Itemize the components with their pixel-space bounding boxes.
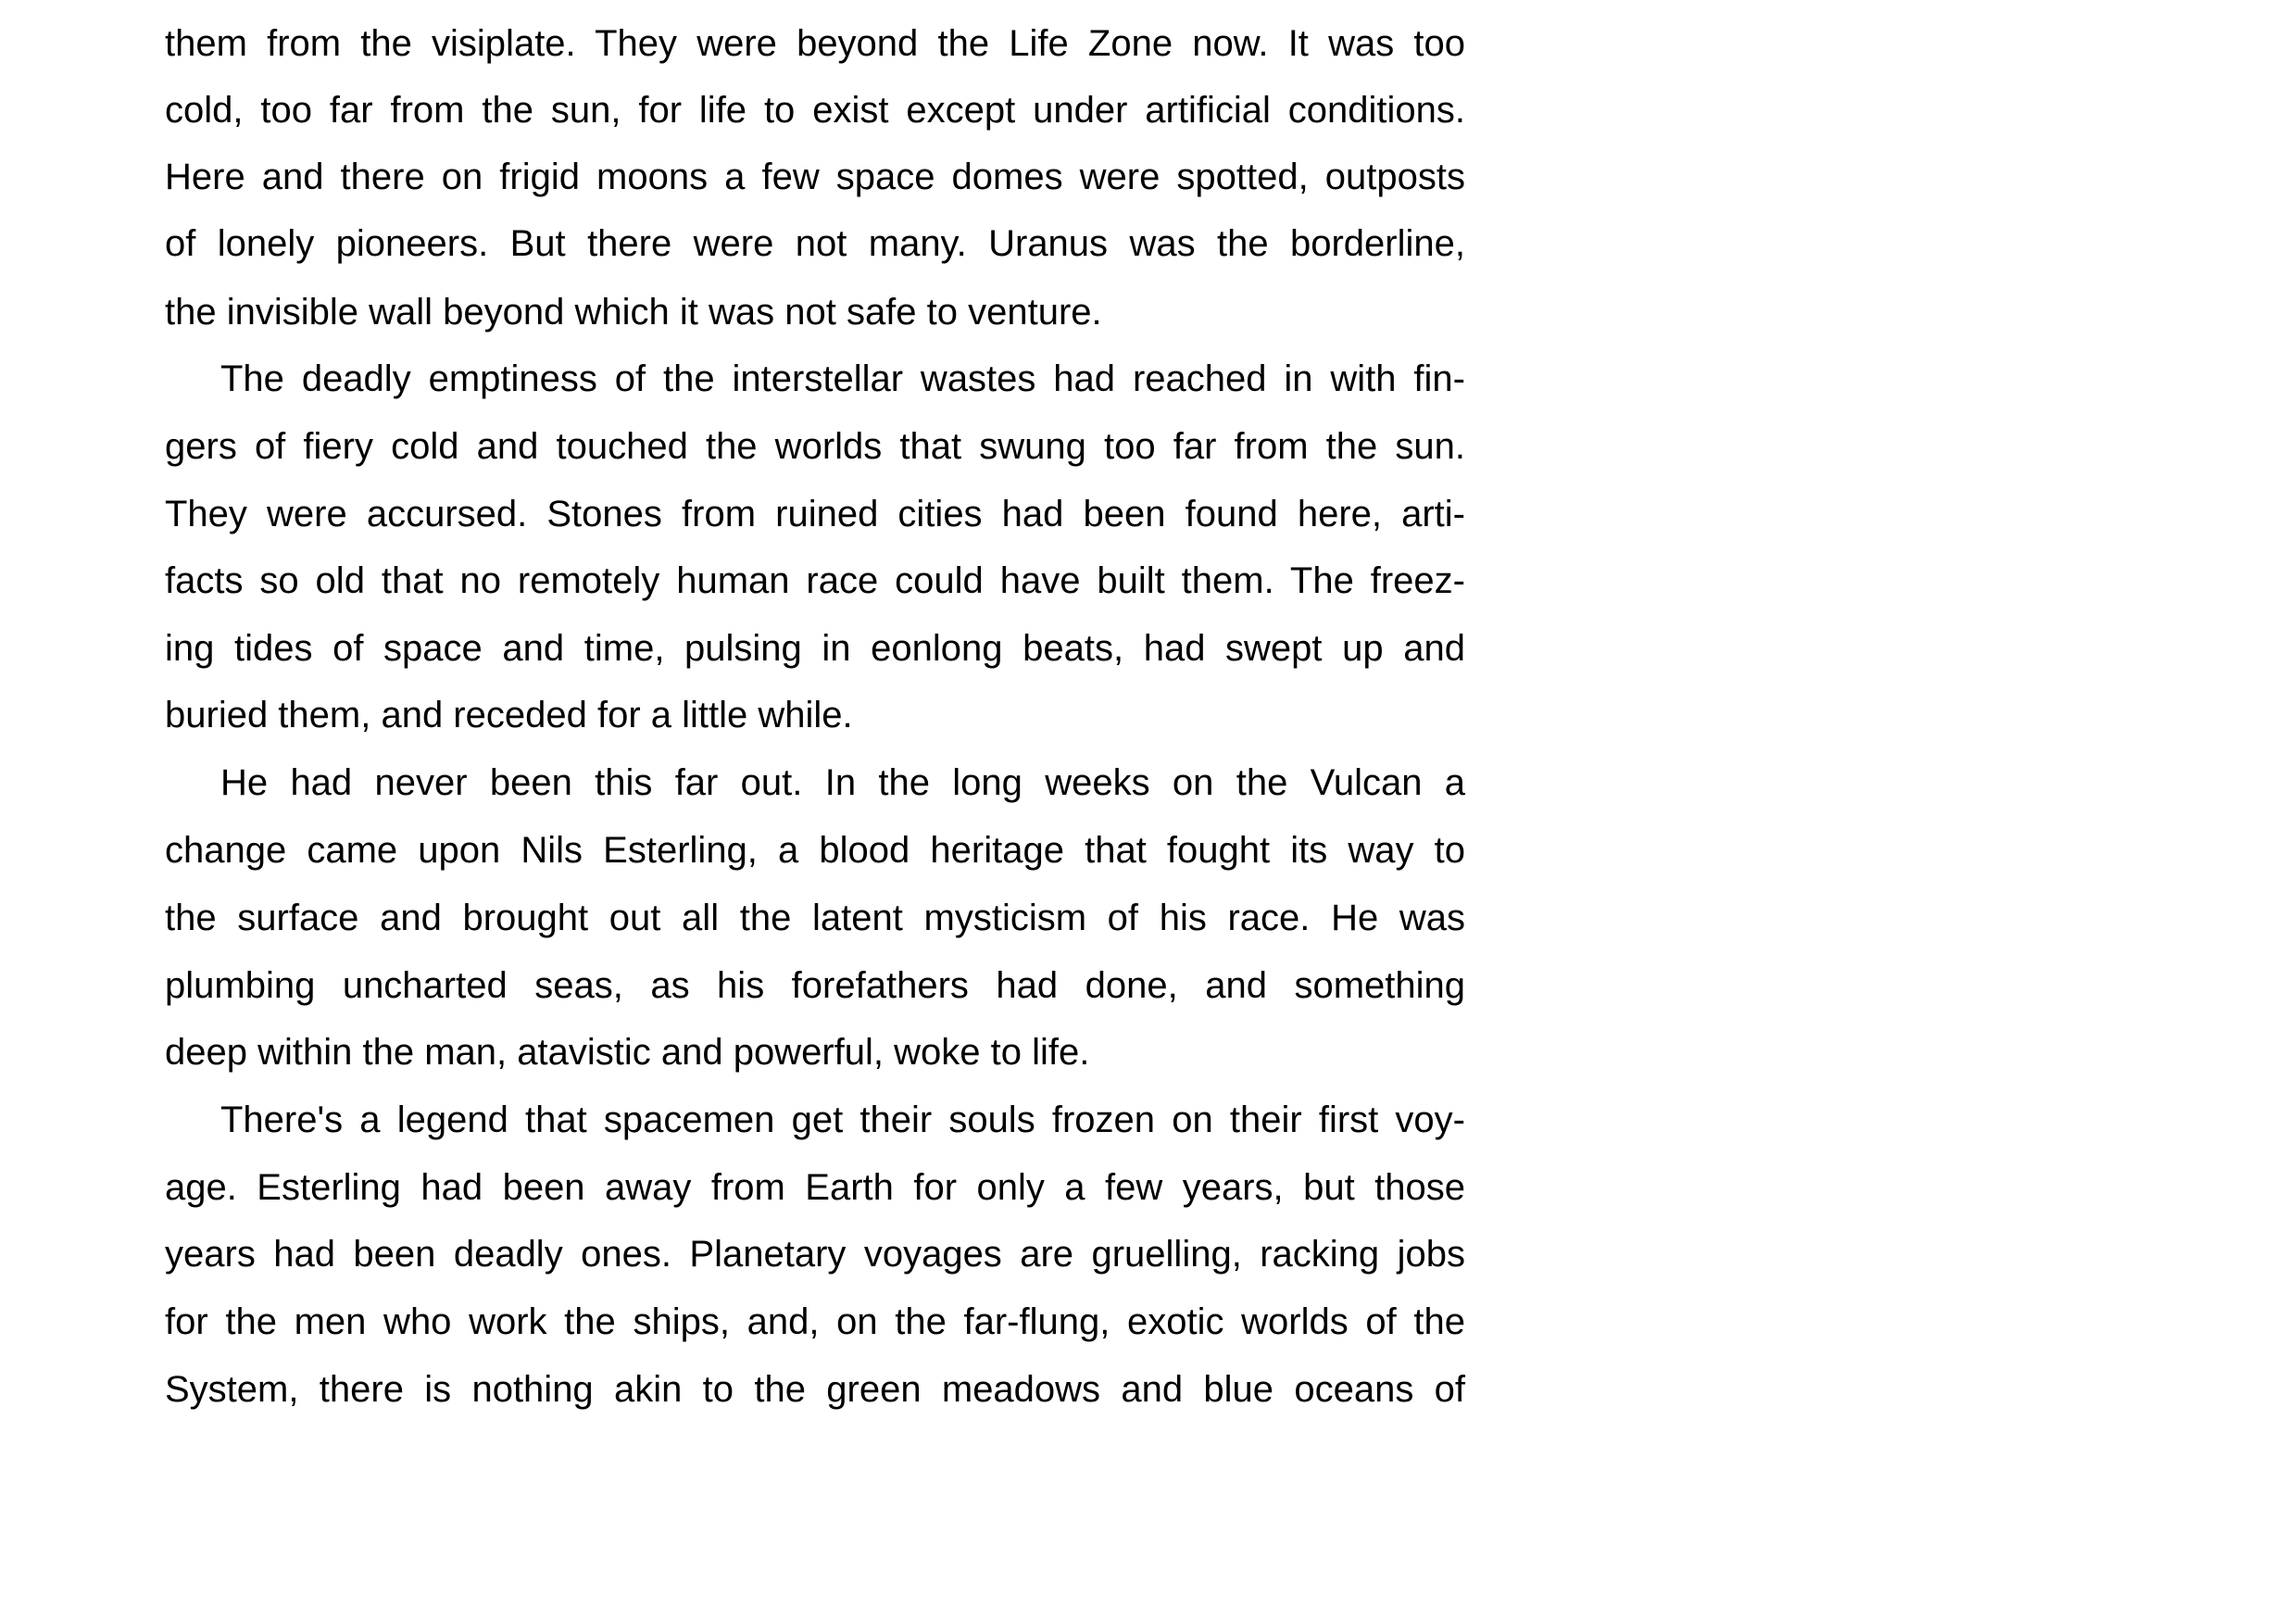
text-line: ing tides of space and time, pulsing in eonlong beats, had swept up and <box>165 628 1465 669</box>
text-line: years had been deadly ones. Planetary voyages are gruelling, racking jobs <box>165 1234 1465 1275</box>
text-line: There's a legend that spacemen get their souls frozen on their first voy- <box>220 1100 1465 1140</box>
document-page <box>165 0 1465 1621</box>
text-line: gers of fiery cold and touched the worlds that swung too far from the sun. <box>165 426 1465 467</box>
text-line: them from the visiplate. They were beyond the Life Zone now. It was too <box>165 23 1465 64</box>
text-line: the surface and brought out all the latent mysticism of his race. He was <box>165 898 1465 938</box>
text-line: of lonely pioneers. But there were not many. Uranus was the borderline, <box>165 223 1465 264</box>
text-line: System, there is nothing akin to the green meadows and blue oceans of <box>165 1369 1465 1410</box>
text-line: the invisible wall beyond which it was not safe to venture. <box>165 292 1102 333</box>
text-line: age. Esterling had been away from Earth for only a few years, but those <box>165 1167 1465 1208</box>
text-line: facts so old that no remotely human race could have built them. The freez- <box>165 560 1465 601</box>
text-line: for the men who work the ships, and, on the far-flung, exotic worlds of the <box>165 1301 1465 1342</box>
text-line: change came upon Nils Esterling, a blood heritage that fought its way to <box>165 830 1465 871</box>
text-line: plumbing uncharted seas, as his forefathers had done, and something <box>165 965 1465 1006</box>
text-line: The deadly emptiness of the interstellar wastes had reached in with fin- <box>220 358 1465 399</box>
text-line: They were accursed. Stones from ruined cities had been found here, arti- <box>165 494 1465 534</box>
text-line: Here and there on frigid moons a few space domes were spotted, outposts <box>165 157 1465 197</box>
text-line: cold, too far from the sun, for life to exist except under artificial conditions. <box>165 90 1465 131</box>
text-line: He had never been this far out. In the long weeks on the Vulcan a <box>220 762 1465 803</box>
text-line: deep within the man, atavistic and powerful, woke to life. <box>165 1032 1090 1073</box>
text-line: buried them, and receded for a little while. <box>165 695 853 735</box>
